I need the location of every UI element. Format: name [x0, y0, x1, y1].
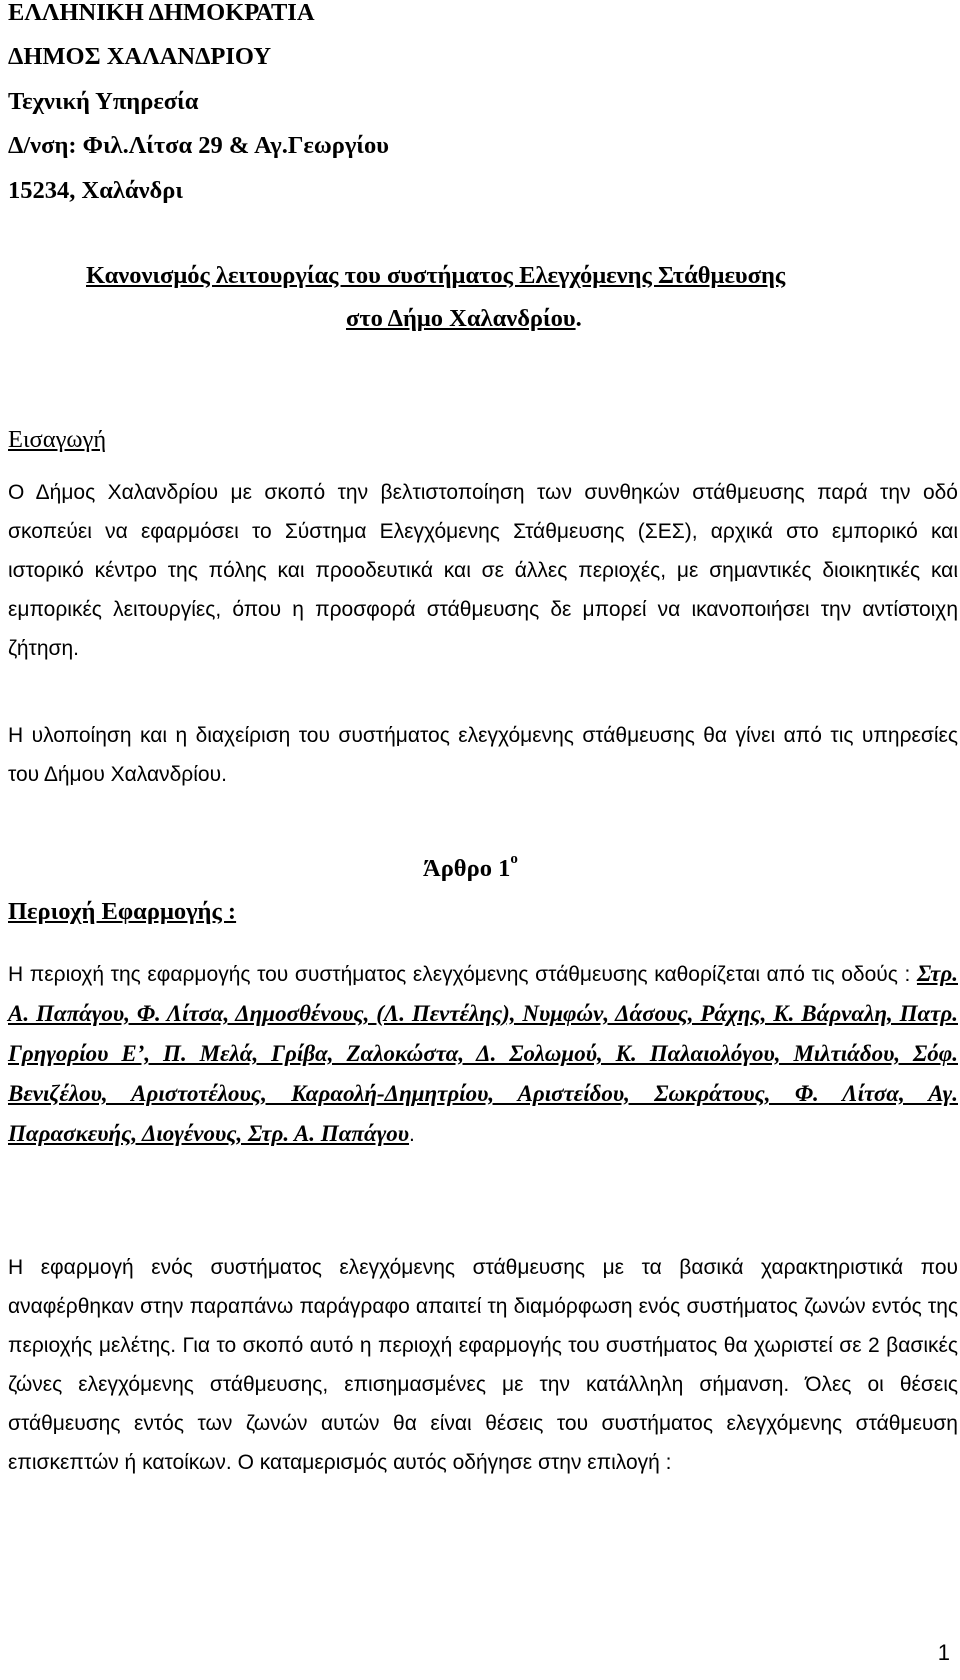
header-municipality: ΔΗΜΟΣ ΧΑΛΑΝΔΡΙΟΥ [8, 43, 272, 70]
document-title-line2-wrap [346, 305, 582, 333]
header-country: ΕΛΛΗΝΙΚΗ ΔΗΜΟΚΡΑΤΙΑ [8, 0, 315, 26]
application-area-heading: Περιοχή Εφαρμογής : [8, 898, 237, 925]
header-address: Δ/νση: Φιλ.Λίτσα 29 & Αγ.Γεωργίου [8, 132, 389, 159]
article-1-paragraph-2: Η εφαρμογή ενός συστήματος ελεγχόμενης στάθμευσης με τα βασικά χαρακτηριστικά που αναφέρθηκαν στην παραπάνω παράγραφο απαιτεί τη διαμόρφωση ενός συστήματος ζωνών εντός της περιοχής μελέτης. Για το σκοπό αυτό η περιοχή εφαρμογής του συστήματος θα χωριστεί σε 2 βασικές ζώνες ελεγχόμενης στάθμευσης, επισημασμένες με την κατάλληλη σήμανση. Όλες οι θέσεις στάθμευσης εντός των ζωνών αυτών θα είναι θέσεις του συστήματος ελεγχόμενης στάθμευση επισκεπτών ή κατοίκων. Ο καταμερισμός αυτός οδήγησε στην επιλογή : [8, 1256, 958, 1474]
header-postcode: 15234, Χαλάνδρι [8, 177, 183, 204]
intro-paragraph-1: Ο Δήμος Χαλανδρίου με σκοπό την βελτιστοποίηση των συνθηκών στάθμευσης παρά την οδό σκοπεύει να εφαρμόσει το Σύστημα Ελεγχόμενης Στάθμευσης (ΣΕΣ), αρχικά στο εμπορικό και ιστορικό κέντρο της πόλης και προοδευτικά και σε άλλες περιοχές, με σημαντικές διοικητικές και εμπορικές λειτουργίες, όπου η προσφορά στάθμευσης δε μπορεί να ικανοποιήσει την αντίστοιχη ζήτηση. [8, 481, 958, 660]
page-number: 1 [937, 1640, 950, 1665]
article-1-paragraph-1 [8, 954, 958, 1154]
document-title-line2: στο Δήμο Χαλανδρίου [346, 305, 576, 332]
article-1-title [423, 851, 518, 883]
document-title-line1: Κανονισμός λειτουργίας του συστήματος Ελεγχόμενης Στάθμευσης [86, 262, 786, 289]
street-list: Στρ. Α. Παπάγου, Φ. Λίτσα, Δημοσθένους, (Λ. Πεντέλης), Νυμφών, Δάσους, Ράχης, Κ. Βάρναλη, Πατρ. Γρηγορίου Ε’, Π. Μελά, Γρίβα, Ζαλοκώστα, Δ. Σολωμού, Κ. Παλαιολόγου, Μιλτιάδου, Σόφ. Βενιζέλου, Αριστοτέλους, Καραολή-Δημητρίου, Αριστείδου, Σωκράτους, Φ. Λίτσα, Αγ. Παρασκευής, Διογένους, Στρ. Α. Παπάγου [8, 961, 958, 1146]
intro-paragraph-2: Η υλοποίηση και η διαχείριση του συστήματος ελεγχόμενης στάθμευσης θα γίνει από τις υπηρεσίες του Δήμου Χαλανδρίου. [8, 724, 958, 786]
article-1-title-ordinal: ο [510, 851, 518, 867]
area-lead-text: Η περιοχή της εφαρμογής του συστήματος ελεγχόμενης στάθμευσης καθορίζεται από τις οδούς : [8, 963, 917, 986]
document-title-period: . [575, 305, 582, 332]
intro-heading: Εισαγωγή [8, 426, 107, 453]
street-list-end: . [409, 1123, 415, 1146]
header-service: Τεχνική Υπηρεσία [8, 88, 199, 115]
article-1-title-text: Άρθρο 1 [423, 855, 511, 883]
